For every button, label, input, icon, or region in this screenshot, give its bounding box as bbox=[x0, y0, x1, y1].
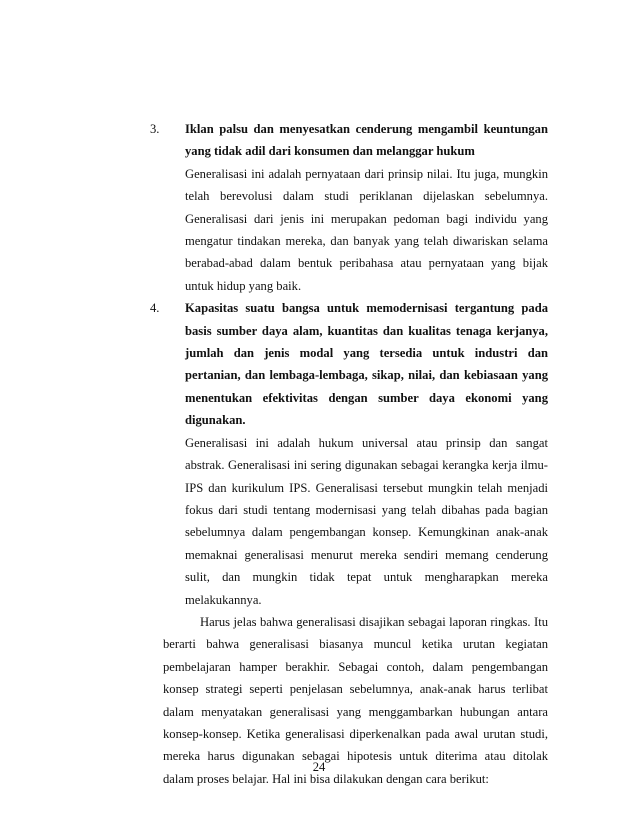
list-item-number: 3. bbox=[150, 122, 160, 136]
page-number: 24 bbox=[312, 760, 326, 774]
list-item-body: Generalisasi ini adalah pernyataan dari prinsip nilai. Itu juga, mungkin telah berevolusi dalam studi periklanan dijelaskan sebelumnya. Generalisasi dari jenis ini merupakan pedoman bagi individu yang mengatur tindakan mereka, dan banyak yang telah diwariskan selama berabad-abad dalam bentuk peribahasa atau pernyataan yang bijak untuk hidup yang baik. bbox=[185, 166, 548, 293]
closing-paragraph: Harus jelas bahwa generalisasi disajikan sebagai laporan ringkas. Itu berarti bahwa generalisasi biasanya muncul ketika urutan kegiatan pembelajaran hamper berakhir. Sebagai contoh, dalam pengembangan konsep strategi seperti penjelasan sebelumnya, anak-anak harus terlibat dalam menyatakan generalisasi yang menggambarkan hubungan antara konsep-konsep. Ketika generalisasi diperkenalkan pada awal urutan studi, mereka harus digunakan sebagai hipotesis untuk diterima atau ditolak dalam proses belajar. Hal ini bisa dilakukan dengan cara berikut: bbox=[163, 614, 548, 786]
list-item-3 bbox=[150, 118, 548, 297]
list-item-body: Generalisasi ini adalah hukum universal atau prinsip dan sangat abstrak. Generalisasi ini sering digunakan sebagai kerangka kerja ilmu-IPS dan kurikulum IPS. Generalisasi tersebut mungkin telah menjadi fokus dari studi tentang modernisasi yang telah dibahas pada bagian sebelumnya dalam pengembangan konsep. Kemungkinan anak-anak memaknai generalisasi menurut mereka sendiri memang cenderung sulit, dan mungkin tidak tepat untuk mengharapkan mereka melakukannya. bbox=[185, 435, 548, 607]
page-content bbox=[150, 118, 548, 790]
list-item-title: Kapasitas suatu bangsa untuk memodernisasi tergantung pada basis sumber daya alam, kuantitas dan kualitas tenaga kerjanya, jumlah dan jenis modal yang tersedia untuk industri dan pertanian, dan lembaga-lembaga, sikap, nilai, dan kebiasaan yang menentukan efektivitas dengan sumber daya ekonomi yang digunakan. bbox=[185, 301, 548, 428]
list-item-title: Iklan palsu dan menyesatkan cenderung mengambil keuntungan yang tidak adil dari konsumen dan melanggar hukum bbox=[185, 122, 548, 159]
list-item-number: 4. bbox=[150, 301, 160, 316]
list-item-4 bbox=[150, 297, 548, 611]
